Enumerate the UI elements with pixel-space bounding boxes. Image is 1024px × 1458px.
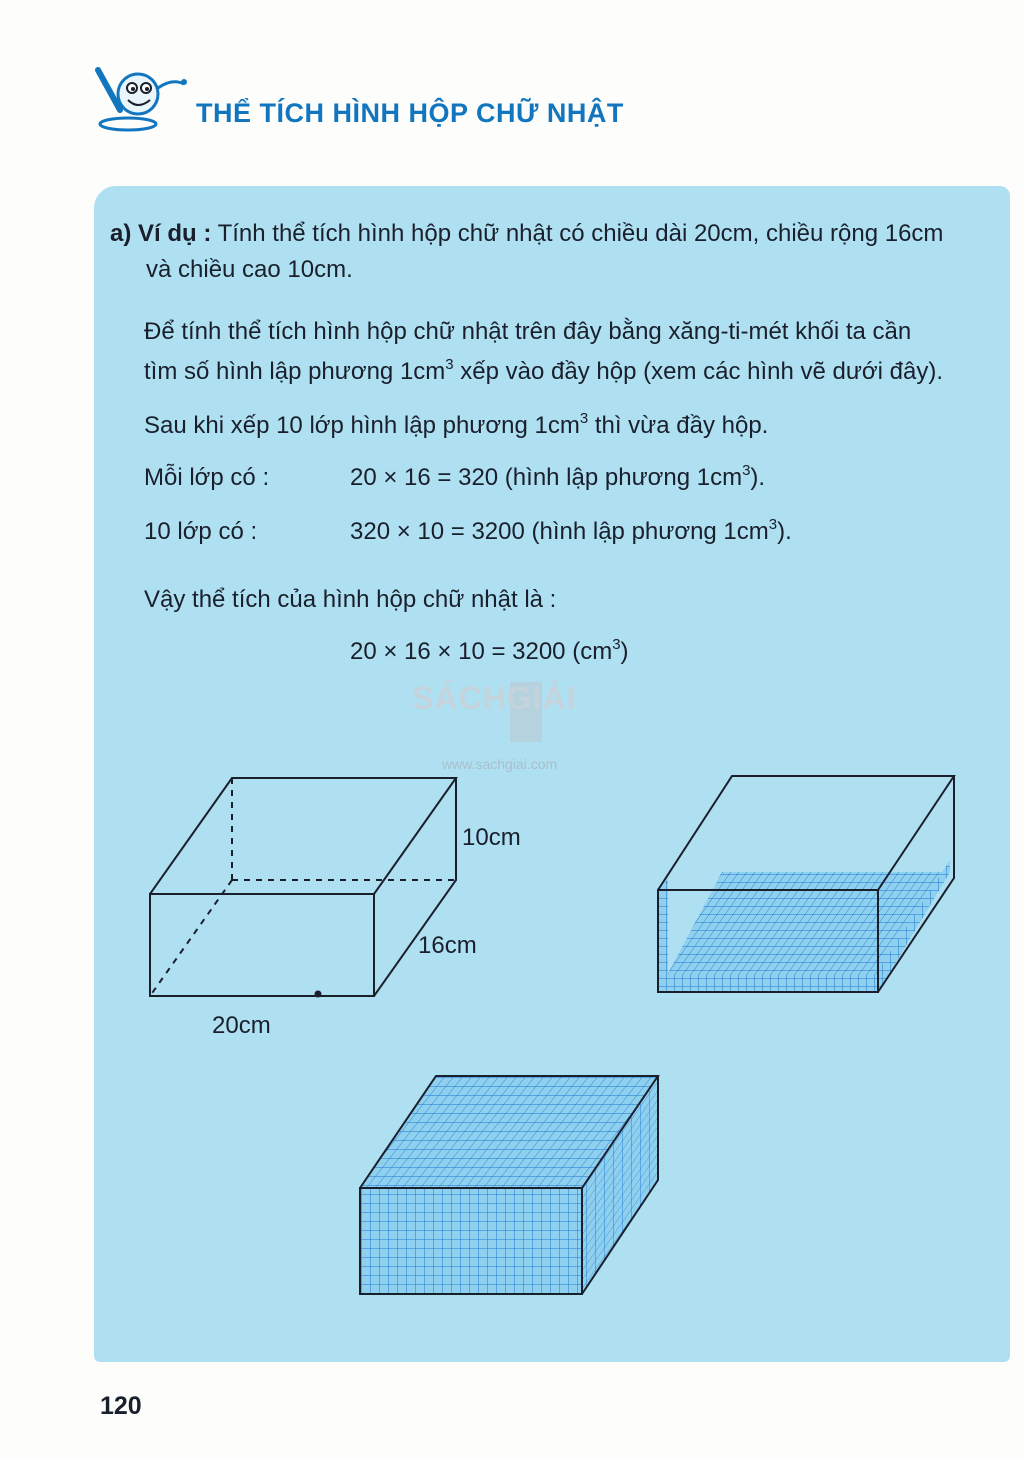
conclusion: Vậy thể tích của hình hộp chữ nhật là : bbox=[144, 586, 557, 613]
lesson-header bbox=[92, 64, 692, 144]
watermark bbox=[412, 680, 622, 780]
ten-label: 10 lớp có : bbox=[144, 518, 258, 545]
box-top-face bbox=[150, 778, 456, 894]
box-hidden-edges bbox=[150, 778, 456, 996]
height-label: 10cm bbox=[462, 824, 521, 851]
mascot-icon bbox=[92, 64, 192, 134]
result: 20 × 16 × 10 = 3200 $(cm^3)$ bbox=[350, 636, 629, 665]
layer-label: Mỗi lớp có : bbox=[144, 464, 270, 491]
box-side-edges bbox=[374, 778, 456, 996]
cube-front-face bbox=[360, 1188, 582, 1294]
layer-diagram bbox=[650, 770, 970, 1002]
page-number: 120 bbox=[100, 1392, 142, 1420]
example-label: a) Ví dụ : bbox=[110, 220, 212, 247]
layer-calc: 20 × 16 = 320 (hình lập phương $1cm^3$). bbox=[350, 462, 766, 491]
watermark-name: SÁCHGIẢI bbox=[412, 680, 577, 716]
box-point-marker bbox=[315, 991, 322, 998]
example-line-1: a) Ví dụ : Tính thể tích hình hộp chữ nhật có chiều dài 20cm, chiều rộng 16cm bbox=[110, 220, 944, 247]
example-line-2: và chiều cao 10cm. bbox=[146, 256, 353, 283]
para2: Sau khi xếp 10 lớp hình lập phương $1cm^3$ thì vừa đầy hộp. bbox=[144, 410, 769, 439]
para1-line-1: Để tính thể tích hình hộp chữ nhật trên đây bằng xăng-ti-mét khối ta cần bbox=[144, 318, 912, 345]
cube-layer-left-wall bbox=[658, 878, 668, 992]
para1-line-2: tìm số hình lập phương $1cm^3$ xếp vào đầy hộp (xem các hình vẽ dưới đây). bbox=[144, 356, 944, 385]
ten-calc: 320 × 10 = 3200 (hình lập phương $1cm^3$). bbox=[350, 516, 792, 545]
page-title: THỂ TÍCH HÌNH HỘP CHỮ NHẬT bbox=[196, 98, 624, 128]
watermark-url: www.sachgiai.com bbox=[442, 756, 558, 772]
width-label: 16cm bbox=[418, 932, 477, 959]
box-front-face bbox=[150, 894, 374, 996]
box-diagram bbox=[140, 770, 470, 1010]
cube-layer-front bbox=[658, 974, 878, 992]
length-label: 20cm bbox=[212, 1012, 271, 1039]
full-box-diagram bbox=[352, 1068, 668, 1304]
